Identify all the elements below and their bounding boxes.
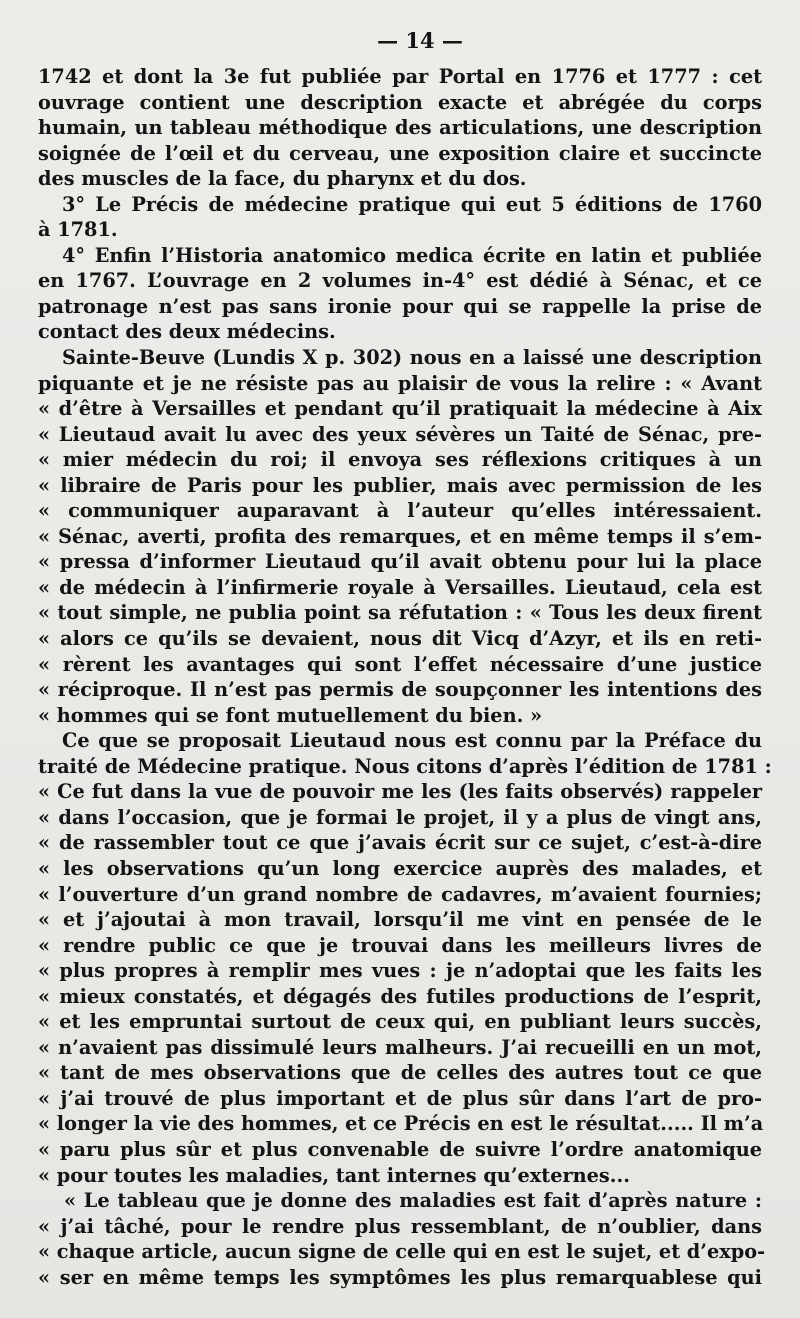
body-text [38,64,772,1290]
text-line: 3° Le Précis de médecine pratique qui eut 5 éditions de 1760 [62,192,762,216]
text-line: « pressa d’informer Lieutaud qu’il avait obtenu pour lui la place [38,550,762,574]
text-line: « j’ai tâché, pour le rendre plus ressemblant, de n’oublier, dans [38,1214,762,1238]
text-line: « et j’ajoutai à mon travail, lorsqu’il me vint en pensée de le [38,908,762,932]
text-line: « longer la vie des hommes, et ce Précis en est le résultat..... Il m’a [38,1112,764,1136]
text-line: « plus propres à remplir mes vues : je n’adoptai que les faits les [38,959,762,983]
text-line: « hommes qui se font mutuellement du bien. » [38,703,543,727]
text-line: « de médecin à l’infirmerie royale à Versailles. Lieutaud, cela est [38,575,762,599]
text-line: « libraire de Paris pour les publier, mais avec permission de les [38,473,762,497]
text-line: « et les empruntai surtout de ceux qui, en publiant leurs succès, [38,1010,762,1034]
text-line: « Sénac, averti, profita des remarques, et en même temps il s’em- [38,524,762,548]
text-line: ouvrage contient une description exacte et abrégée du corps [38,90,762,114]
text-line: 4° Enfin l’Historia anatomico medica écrite en latin et publiée [62,243,762,267]
text-line: « mier médecin du roi; il envoya ses réflexions critiques à un [38,448,762,472]
text-line: « d’être à Versailles et pendant qu’il pratiquait la médecine à Aix [38,397,762,421]
text-line: « communiquer auparavant à l’auteur qu’elles intéressaient. [38,499,762,523]
text-line: à 1781. [38,218,118,242]
text-line: « de rassembler tout ce que j’avais écrit sur ce sujet, c’est-à-dire [38,831,762,855]
text-line: traité de Médecine pratique. Nous citons d’après l’édition de 1781 : [38,754,772,778]
text-line: piquante et je ne résiste pas au plaisir de vous la relire : « Avant [38,371,762,395]
text-line: « tant de mes observations que de celles des autres tout ce que [38,1061,762,1085]
text-line: 1742 et dont la 3e fut publiée par Portal en 1776 et 1777 : cet [38,65,762,88]
text-line: en 1767. L’ouvrage en 2 volumes in-4° est dédié à Sénac, et ce [38,269,762,293]
text-line: « réciproque. Il n’est pas permis de soupçonner les intentions des [38,678,762,702]
text-line: « rendre public ce que je trouvai dans les meilleurs livres de [38,933,762,957]
text-line: « Lieutaud avait lu avec des yeux sévères un Taité de Sénac, pre- [38,422,762,446]
page-number: — 14 — [377,28,463,53]
text-line: « j’ai trouvé de plus important et de plus sûr dans l’art de pro- [38,1086,762,1110]
text-line: « n’avaient pas dissimulé leurs malheurs. J’ai recueilli en un mot, [38,1035,762,1059]
text-line: Ce que se proposait Lieutaud nous est connu par la Préface du [62,729,762,753]
text-line: humain, un tableau méthodique des articulations, une description [38,116,762,140]
text-line: patronage n’est pas sans ironie pour qui se rappelle la prise de [38,294,762,318]
text-line: « les observations qu’un long exercice auprès des malades, et [38,856,762,880]
text-line: Sainte-Beuve (Lundis X p. 302) nous en a laissé une description [62,346,762,370]
text-line: « chaque article, aucun signe de celle qui en est le sujet, et d’expo- [38,1240,766,1264]
text-line: « alors ce qu’ils se devaient, nous dit Vicq d’Azyr, et ils en reti- [38,627,762,651]
text-line: « Ce fut dans la vue de pouvoir me les (les faits observés) rappeler [38,780,762,804]
text-line: « dans l’occasion, que je formai le projet, il y a plus de vingt ans, [38,805,762,829]
text-line: contact des deux médecins. [38,320,336,344]
text-line: « ser en même temps les symptômes les plus remarquablese qui [38,1265,762,1289]
text-line: « tout simple, ne publia point sa réfutation : « Tous les deux firent [38,601,762,625]
text-line: « l’ouverture d’un grand nombre de cadavres, m’avaient fournies; [38,882,762,906]
text-line: soignée de l’œil et du cerveau, une exposition claire et succincte [38,141,762,165]
text-line: « mieux constatés, et dégagés des futiles productions de l’esprit, [38,984,762,1008]
text-line: « paru plus sûr et plus convenable de suivre l’ordre anatomique [38,1137,762,1161]
text-line: « rèrent les avantages qui sont l’effet nécessaire d’une justice [38,652,762,676]
text-line: « pour toutes les maladies, tant internes qu’externes... [38,1163,630,1187]
text-line: « Le tableau que je donne des maladies est fait d’après nature : [64,1189,762,1213]
text-line: des muscles de la face, du pharynx et du dos. [38,167,527,191]
